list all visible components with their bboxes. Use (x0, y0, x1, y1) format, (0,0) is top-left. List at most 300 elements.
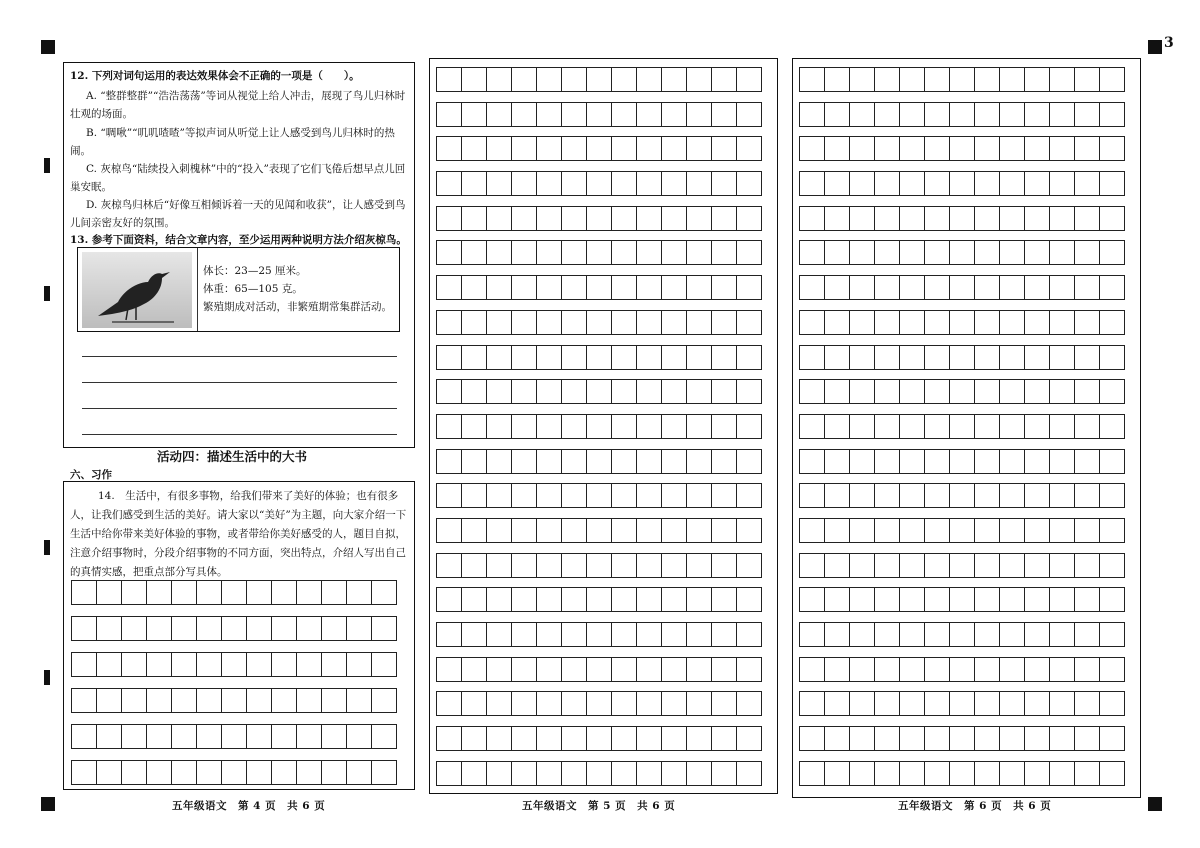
grid-cell[interactable] (1074, 310, 1100, 335)
grid-cell[interactable] (849, 67, 875, 92)
grid-cell[interactable] (999, 136, 1025, 161)
grid-cell[interactable] (736, 206, 762, 231)
grid-cell[interactable] (686, 518, 712, 543)
grid-cell[interactable] (849, 379, 875, 404)
grid-cell[interactable] (949, 414, 975, 439)
grid-cell[interactable] (171, 616, 197, 641)
grid-cell[interactable] (1074, 449, 1100, 474)
grid-cell[interactable] (486, 345, 512, 370)
grid-cell[interactable] (536, 206, 562, 231)
grid-cell[interactable] (924, 691, 950, 716)
grid-cell[interactable] (874, 240, 900, 265)
grid-cell[interactable] (586, 657, 612, 682)
grid-cell[interactable] (799, 275, 825, 300)
grid-cell[interactable] (924, 553, 950, 578)
grid-cell[interactable] (824, 67, 850, 92)
grid-cell[interactable] (1049, 587, 1075, 612)
grid-cell[interactable] (1099, 102, 1125, 127)
grid-cell[interactable] (686, 483, 712, 508)
grid-cell[interactable] (799, 691, 825, 716)
grid-cell[interactable] (1074, 240, 1100, 265)
grid-cell[interactable] (924, 449, 950, 474)
grid-cell[interactable] (461, 206, 487, 231)
grid-cell[interactable] (686, 379, 712, 404)
grid-cell[interactable] (874, 449, 900, 474)
grid-cell[interactable] (1099, 310, 1125, 335)
grid-cell[interactable] (486, 206, 512, 231)
grid-cell[interactable] (824, 102, 850, 127)
grid-cell[interactable] (949, 691, 975, 716)
grid-cell[interactable] (661, 240, 687, 265)
grid-cell[interactable] (586, 275, 612, 300)
grid-cell[interactable] (1024, 240, 1050, 265)
grid-cell[interactable] (536, 657, 562, 682)
grid-cell[interactable] (999, 518, 1025, 543)
grid-cell[interactable] (221, 724, 247, 749)
grid-cell[interactable] (636, 691, 662, 716)
grid-cell[interactable] (849, 414, 875, 439)
grid-cell[interactable] (71, 616, 97, 641)
grid-cell[interactable] (486, 379, 512, 404)
grid-cell[interactable] (461, 240, 487, 265)
grid-cell[interactable] (1099, 414, 1125, 439)
grid-cell[interactable] (371, 580, 397, 605)
grid-cell[interactable] (849, 310, 875, 335)
grid-cell[interactable] (1074, 518, 1100, 543)
grid-cell[interactable] (486, 622, 512, 647)
grid-cell[interactable] (1049, 414, 1075, 439)
grid-cell[interactable] (561, 553, 587, 578)
grid-cell[interactable] (799, 136, 825, 161)
grid-cell[interactable] (949, 102, 975, 127)
grid-cell[interactable] (461, 449, 487, 474)
grid-cell[interactable] (246, 580, 272, 605)
grid-cell[interactable] (586, 345, 612, 370)
grid-cell[interactable] (586, 553, 612, 578)
grid-cell[interactable] (1024, 414, 1050, 439)
grid-cell[interactable] (686, 761, 712, 786)
grid-cell[interactable] (849, 345, 875, 370)
grid-cell[interactable] (636, 553, 662, 578)
grid-cell[interactable] (661, 518, 687, 543)
grid-cell[interactable] (899, 691, 925, 716)
grid-cell[interactable] (636, 622, 662, 647)
grid-cell[interactable] (96, 652, 122, 677)
grid-cell[interactable] (849, 171, 875, 196)
grid-cell[interactable] (371, 760, 397, 785)
grid-cell[interactable] (874, 136, 900, 161)
grid-cell[interactable] (436, 449, 462, 474)
grid-cell[interactable] (974, 622, 1000, 647)
grid-cell[interactable] (711, 726, 737, 751)
grid-cell[interactable] (346, 760, 372, 785)
grid-cell[interactable] (949, 449, 975, 474)
answer-line[interactable] (82, 382, 397, 383)
grid-cell[interactable] (849, 622, 875, 647)
grid-cell[interactable] (221, 760, 247, 785)
grid-cell[interactable] (436, 691, 462, 716)
grid-cell[interactable] (999, 345, 1025, 370)
grid-cell[interactable] (799, 345, 825, 370)
grid-cell[interactable] (436, 726, 462, 751)
grid-cell[interactable] (874, 518, 900, 543)
grid-cell[interactable] (1049, 518, 1075, 543)
grid-cell[interactable] (561, 414, 587, 439)
grid-cell[interactable] (736, 379, 762, 404)
grid-cell[interactable] (71, 760, 97, 785)
grid-cell[interactable] (221, 580, 247, 605)
grid-cell[interactable] (874, 483, 900, 508)
grid-cell[interactable] (511, 136, 537, 161)
grid-cell[interactable] (436, 171, 462, 196)
grid-cell[interactable] (486, 240, 512, 265)
grid-cell[interactable] (949, 483, 975, 508)
grid-cell[interactable] (924, 171, 950, 196)
grid-cell[interactable] (824, 726, 850, 751)
grid-cell[interactable] (686, 587, 712, 612)
grid-cell[interactable] (736, 587, 762, 612)
grid-cell[interactable] (246, 724, 272, 749)
grid-cell[interactable] (561, 345, 587, 370)
grid-cell[interactable] (486, 67, 512, 92)
grid-cell[interactable] (561, 587, 587, 612)
grid-cell[interactable] (511, 761, 537, 786)
grid-cell[interactable] (436, 102, 462, 127)
grid-cell[interactable] (849, 657, 875, 682)
grid-cell[interactable] (536, 240, 562, 265)
grid-cell[interactable] (436, 587, 462, 612)
grid-cell[interactable] (96, 724, 122, 749)
grid-cell[interactable] (461, 275, 487, 300)
grid-cell[interactable] (974, 67, 1000, 92)
grid-cell[interactable] (196, 616, 222, 641)
grid-cell[interactable] (511, 240, 537, 265)
writing-grid[interactable] (436, 67, 762, 795)
grid-cell[interactable] (486, 553, 512, 578)
answer-line[interactable] (82, 434, 397, 435)
grid-cell[interactable] (736, 345, 762, 370)
grid-cell[interactable] (561, 622, 587, 647)
grid-cell[interactable] (171, 580, 197, 605)
grid-cell[interactable] (586, 310, 612, 335)
grid-cell[interactable] (1074, 761, 1100, 786)
grid-cell[interactable] (1049, 310, 1075, 335)
grid-cell[interactable] (1099, 345, 1125, 370)
grid-cell[interactable] (949, 310, 975, 335)
grid-cell[interactable] (71, 652, 97, 677)
grid-cell[interactable] (321, 652, 347, 677)
grid-cell[interactable] (661, 379, 687, 404)
grid-cell[interactable] (636, 483, 662, 508)
grid-cell[interactable] (711, 622, 737, 647)
grid-cell[interactable] (849, 240, 875, 265)
grid-cell[interactable] (874, 622, 900, 647)
grid-cell[interactable] (536, 761, 562, 786)
grid-cell[interactable] (924, 206, 950, 231)
grid-cell[interactable] (461, 310, 487, 335)
grid-cell[interactable] (486, 275, 512, 300)
grid-cell[interactable] (536, 345, 562, 370)
grid-cell[interactable] (999, 726, 1025, 751)
grid-cell[interactable] (586, 379, 612, 404)
grid-cell[interactable] (661, 206, 687, 231)
grid-cell[interactable] (924, 518, 950, 543)
grid-cell[interactable] (586, 726, 612, 751)
grid-cell[interactable] (711, 67, 737, 92)
grid-cell[interactable] (586, 102, 612, 127)
grid-cell[interactable] (271, 688, 297, 713)
grid-cell[interactable] (371, 652, 397, 677)
grid-cell[interactable] (824, 379, 850, 404)
grid-cell[interactable] (636, 345, 662, 370)
grid-cell[interactable] (924, 726, 950, 751)
grid-cell[interactable] (949, 518, 975, 543)
grid-cell[interactable] (1099, 171, 1125, 196)
grid-cell[interactable] (1049, 553, 1075, 578)
grid-cell[interactable] (586, 449, 612, 474)
grid-cell[interactable] (561, 379, 587, 404)
grid-cell[interactable] (436, 206, 462, 231)
grid-cell[interactable] (636, 240, 662, 265)
grid-cell[interactable] (1024, 275, 1050, 300)
grid-cell[interactable] (824, 310, 850, 335)
grid-cell[interactable] (899, 657, 925, 682)
grid-cell[interactable] (486, 691, 512, 716)
grid-cell[interactable] (511, 206, 537, 231)
grid-cell[interactable] (899, 379, 925, 404)
grid-cell[interactable] (924, 275, 950, 300)
grid-cell[interactable] (1099, 206, 1125, 231)
grid-cell[interactable] (1049, 379, 1075, 404)
grid-cell[interactable] (1024, 553, 1050, 578)
grid-cell[interactable] (1024, 136, 1050, 161)
grid-cell[interactable] (346, 580, 372, 605)
grid-cell[interactable] (586, 587, 612, 612)
grid-cell[interactable] (636, 761, 662, 786)
grid-cell[interactable] (611, 136, 637, 161)
grid-cell[interactable] (1074, 483, 1100, 508)
grid-cell[interactable] (824, 761, 850, 786)
grid-cell[interactable] (611, 379, 637, 404)
grid-cell[interactable] (371, 616, 397, 641)
grid-cell[interactable] (586, 136, 612, 161)
grid-cell[interactable] (71, 724, 97, 749)
grid-cell[interactable] (536, 414, 562, 439)
grid-cell[interactable] (461, 518, 487, 543)
grid-cell[interactable] (611, 622, 637, 647)
grid-cell[interactable] (436, 310, 462, 335)
grid-cell[interactable] (711, 171, 737, 196)
grid-cell[interactable] (1049, 136, 1075, 161)
grid-cell[interactable] (561, 206, 587, 231)
grid-cell[interactable] (146, 760, 172, 785)
grid-cell[interactable] (1024, 310, 1050, 335)
grid-cell[interactable] (999, 310, 1025, 335)
grid-cell[interactable] (461, 657, 487, 682)
grid-cell[interactable] (586, 171, 612, 196)
grid-cell[interactable] (799, 171, 825, 196)
grid-cell[interactable] (296, 652, 322, 677)
grid-cell[interactable] (949, 206, 975, 231)
grid-cell[interactable] (561, 657, 587, 682)
grid-cell[interactable] (1099, 379, 1125, 404)
grid-cell[interactable] (686, 240, 712, 265)
grid-cell[interactable] (974, 275, 1000, 300)
grid-cell[interactable] (974, 136, 1000, 161)
grid-cell[interactable] (1074, 379, 1100, 404)
grid-cell[interactable] (1024, 379, 1050, 404)
grid-cell[interactable] (661, 587, 687, 612)
grid-cell[interactable] (1099, 553, 1125, 578)
grid-cell[interactable] (924, 379, 950, 404)
grid-cell[interactable] (736, 726, 762, 751)
grid-cell[interactable] (924, 310, 950, 335)
grid-cell[interactable] (661, 275, 687, 300)
grid-cell[interactable] (486, 657, 512, 682)
grid-cell[interactable] (949, 726, 975, 751)
grid-cell[interactable] (321, 580, 347, 605)
grid-cell[interactable] (1049, 657, 1075, 682)
grid-cell[interactable] (1074, 587, 1100, 612)
grid-cell[interactable] (974, 553, 1000, 578)
grid-cell[interactable] (874, 657, 900, 682)
grid-cell[interactable] (96, 580, 122, 605)
grid-cell[interactable] (221, 616, 247, 641)
grid-cell[interactable] (1074, 102, 1100, 127)
grid-cell[interactable] (436, 622, 462, 647)
grid-cell[interactable] (899, 345, 925, 370)
grid-cell[interactable] (1099, 483, 1125, 508)
grid-cell[interactable] (461, 691, 487, 716)
grid-cell[interactable] (611, 171, 637, 196)
grid-cell[interactable] (949, 67, 975, 92)
grid-cell[interactable] (874, 310, 900, 335)
grid-cell[interactable] (924, 414, 950, 439)
grid-cell[interactable] (561, 67, 587, 92)
grid-cell[interactable] (874, 553, 900, 578)
grid-cell[interactable] (999, 67, 1025, 92)
grid-cell[interactable] (949, 587, 975, 612)
grid-cell[interactable] (486, 761, 512, 786)
grid-cell[interactable] (899, 553, 925, 578)
grid-cell[interactable] (611, 726, 637, 751)
grid-cell[interactable] (271, 760, 297, 785)
grid-cell[interactable] (974, 171, 1000, 196)
grid-cell[interactable] (1049, 102, 1075, 127)
grid-cell[interactable] (949, 171, 975, 196)
grid-cell[interactable] (511, 67, 537, 92)
grid-cell[interactable] (561, 171, 587, 196)
grid-cell[interactable] (974, 345, 1000, 370)
grid-cell[interactable] (711, 691, 737, 716)
grid-cell[interactable] (899, 622, 925, 647)
grid-cell[interactable] (561, 240, 587, 265)
grid-cell[interactable] (1099, 275, 1125, 300)
grid-cell[interactable] (874, 345, 900, 370)
grid-cell[interactable] (1049, 240, 1075, 265)
grid-cell[interactable] (824, 345, 850, 370)
grid-cell[interactable] (736, 136, 762, 161)
grid-cell[interactable] (1099, 136, 1125, 161)
grid-cell[interactable] (1074, 657, 1100, 682)
grid-cell[interactable] (736, 483, 762, 508)
grid-cell[interactable] (736, 67, 762, 92)
grid-cell[interactable] (636, 102, 662, 127)
grid-cell[interactable] (561, 483, 587, 508)
grid-cell[interactable] (321, 688, 347, 713)
grid-cell[interactable] (974, 310, 1000, 335)
grid-cell[interactable] (736, 622, 762, 647)
grid-cell[interactable] (924, 657, 950, 682)
grid-cell[interactable] (296, 724, 322, 749)
grid-cell[interactable] (736, 761, 762, 786)
grid-cell[interactable] (536, 275, 562, 300)
grid-cell[interactable] (486, 449, 512, 474)
grid-cell[interactable] (1024, 657, 1050, 682)
grid-cell[interactable] (799, 726, 825, 751)
grid-cell[interactable] (146, 652, 172, 677)
grid-cell[interactable] (271, 724, 297, 749)
grid-cell[interactable] (121, 580, 147, 605)
grid-cell[interactable] (1074, 275, 1100, 300)
grid-cell[interactable] (121, 652, 147, 677)
grid-cell[interactable] (661, 67, 687, 92)
grid-cell[interactable] (711, 136, 737, 161)
grid-cell[interactable] (949, 379, 975, 404)
grid-cell[interactable] (1074, 67, 1100, 92)
grid-cell[interactable] (949, 553, 975, 578)
grid-cell[interactable] (1074, 136, 1100, 161)
grid-cell[interactable] (974, 102, 1000, 127)
grid-cell[interactable] (874, 587, 900, 612)
grid-cell[interactable] (736, 171, 762, 196)
grid-cell[interactable] (586, 206, 612, 231)
grid-cell[interactable] (1024, 587, 1050, 612)
grid-cell[interactable] (899, 761, 925, 786)
grid-cell[interactable] (611, 657, 637, 682)
grid-cell[interactable] (536, 449, 562, 474)
grid-cell[interactable] (461, 414, 487, 439)
grid-cell[interactable] (586, 414, 612, 439)
grid-cell[interactable] (1074, 206, 1100, 231)
grid-cell[interactable] (171, 688, 197, 713)
grid-cell[interactable] (511, 414, 537, 439)
grid-cell[interactable] (899, 726, 925, 751)
grid-cell[interactable] (611, 206, 637, 231)
grid-cell[interactable] (486, 171, 512, 196)
grid-cell[interactable] (1049, 171, 1075, 196)
grid-cell[interactable] (849, 518, 875, 543)
grid-cell[interactable] (736, 553, 762, 578)
grid-cell[interactable] (949, 345, 975, 370)
grid-cell[interactable] (824, 518, 850, 543)
grid-cell[interactable] (924, 345, 950, 370)
grid-cell[interactable] (924, 587, 950, 612)
grid-cell[interactable] (636, 379, 662, 404)
grid-cell[interactable] (736, 102, 762, 127)
grid-cell[interactable] (461, 379, 487, 404)
grid-cell[interactable] (461, 136, 487, 161)
grid-cell[interactable] (1049, 483, 1075, 508)
grid-cell[interactable] (636, 726, 662, 751)
grid-cell[interactable] (849, 275, 875, 300)
grid-cell[interactable] (561, 726, 587, 751)
grid-cell[interactable] (711, 657, 737, 682)
grid-cell[interactable] (711, 414, 737, 439)
grid-cell[interactable] (1049, 67, 1075, 92)
grid-cell[interactable] (536, 171, 562, 196)
grid-cell[interactable] (799, 379, 825, 404)
